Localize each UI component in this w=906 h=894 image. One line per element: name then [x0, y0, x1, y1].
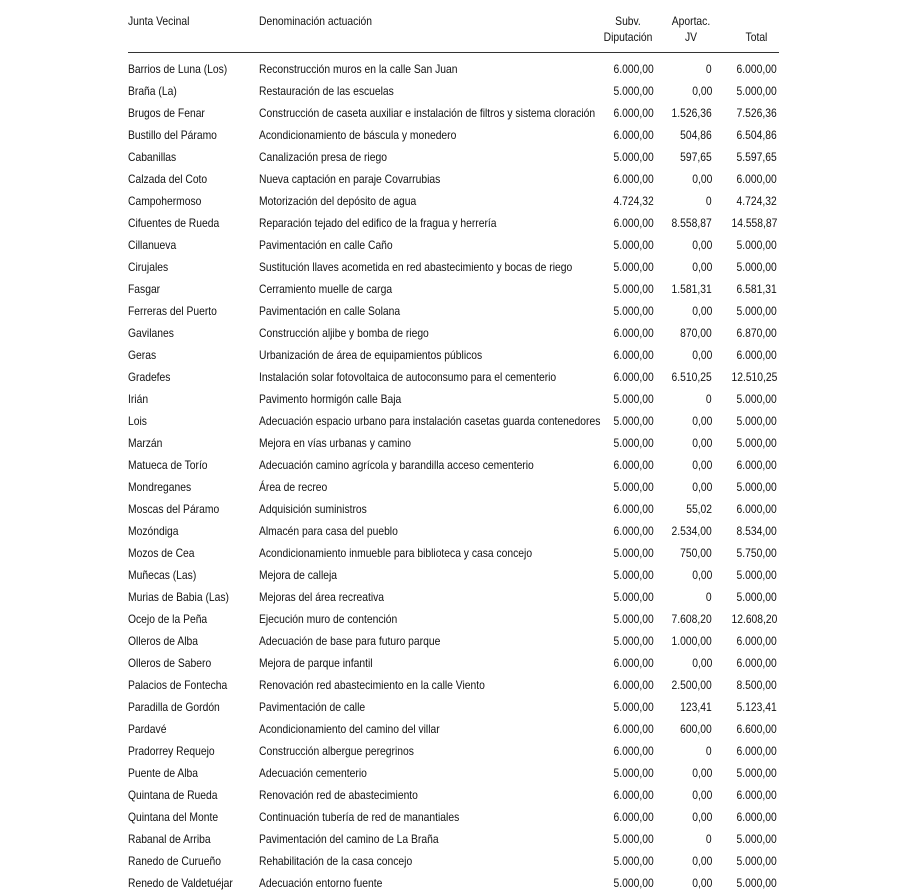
table-row: [0, 586, 906, 608]
cell-junta-vecinal: Mozóndiga: [128, 524, 179, 538]
cell-aportacion: 0,00: [691, 568, 712, 582]
cell-total: 6.504,86: [736, 128, 777, 142]
table-body: [0, 58, 906, 894]
cell-subvencion: 5.000,00: [613, 392, 654, 406]
cell-total: 6.000,00: [736, 502, 777, 516]
cell-subvencion: 6.000,00: [613, 128, 654, 142]
cell-aportacion: 0,00: [691, 304, 712, 318]
cell-subvencion: 4.724,32: [613, 194, 654, 208]
cell-denominacion: Pavimentación de calle: [259, 700, 366, 714]
cell-aportacion: 750,00: [680, 546, 712, 560]
cell-subvencion: 6.000,00: [613, 172, 654, 186]
cell-total: 14.558,87: [731, 216, 777, 230]
cell-denominacion: Adecuación camino agrícola y barandilla acceso cementerio: [259, 458, 534, 472]
cell-total: 5.000,00: [736, 832, 777, 846]
cell-total: 5.000,00: [736, 260, 777, 274]
cell-subvencion: 5.000,00: [613, 766, 654, 780]
table-row: [0, 476, 906, 498]
cell-total: 6.000,00: [736, 348, 777, 362]
cell-total: 5.000,00: [736, 854, 777, 868]
cell-total: 6.000,00: [736, 634, 777, 648]
cell-aportacion: 1.581,31: [671, 282, 712, 296]
cell-denominacion: Acondicionamiento de báscula y monedero: [259, 128, 457, 142]
cell-junta-vecinal: Ferreras del Puerto: [128, 304, 217, 318]
table-header: [0, 0, 906, 54]
header-denominacion: Denominación actuación: [259, 14, 373, 28]
cell-total: 5.000,00: [736, 436, 777, 450]
cell-subvencion: 6.000,00: [613, 722, 654, 736]
cell-subvencion: 5.000,00: [613, 436, 654, 450]
cell-denominacion: Pavimentación en calle Caño: [259, 238, 393, 252]
table-row: [0, 740, 906, 762]
cell-total: 8.500,00: [736, 678, 777, 692]
cell-denominacion: Renovación red abastecimiento en la calle Viento: [259, 678, 485, 692]
cell-denominacion: Mejoras del área recreativa: [259, 590, 385, 604]
table-row: [0, 234, 906, 256]
cell-denominacion: Adquisición suministros: [259, 502, 367, 516]
cell-subvencion: 5.000,00: [613, 590, 654, 604]
cell-total: 5.000,00: [736, 392, 777, 406]
cell-aportacion: 0: [706, 62, 712, 76]
cell-subvencion: 5.000,00: [613, 84, 654, 98]
cell-aportacion: 123,41: [680, 700, 712, 714]
table-row: [0, 696, 906, 718]
cell-total: 5.000,00: [736, 304, 777, 318]
cell-subvencion: 5.000,00: [613, 854, 654, 868]
cell-total: 6.870,00: [736, 326, 777, 340]
cell-subvencion: 6.000,00: [613, 62, 654, 76]
cell-total: 5.000,00: [736, 480, 777, 494]
header-aportac-line1: Aportac.: [671, 14, 711, 28]
cell-junta-vecinal: Murias de Babia (Las): [128, 590, 229, 604]
table-row: [0, 190, 906, 212]
cell-denominacion: Construcción de caseta auxiliar e instalación de filtros y sistema cloración: [259, 106, 596, 120]
cell-denominacion: Mejora de calleja: [259, 568, 338, 582]
cell-aportacion: 1.000,00: [671, 634, 712, 648]
cell-aportacion: 1.526,36: [671, 106, 712, 120]
cell-denominacion: Pavimento hormigón calle Baja: [259, 392, 402, 406]
cell-denominacion: Área de recreo: [259, 480, 328, 494]
cell-junta-vecinal: Braña (La): [128, 84, 177, 98]
cell-denominacion: Reparación tejado del edifico de la fragua y herrería: [259, 216, 497, 230]
cell-aportacion: 0: [706, 194, 712, 208]
table-row: [0, 344, 906, 366]
header-aportac-line2: JV: [684, 30, 698, 44]
cell-aportacion: 0,00: [691, 414, 712, 428]
table-row: [0, 828, 906, 850]
table-row: [0, 146, 906, 168]
cell-junta-vecinal: Rabanal de Arriba: [128, 832, 211, 846]
cell-junta-vecinal: Gradefes: [128, 370, 171, 384]
cell-junta-vecinal: Paradilla de Gordón: [128, 700, 220, 714]
table-row: [0, 124, 906, 146]
cell-denominacion: Urbanización de área de equipamientos públicos: [259, 348, 483, 362]
cell-aportacion: 0,00: [691, 656, 712, 670]
cell-junta-vecinal: Mozos de Cea: [128, 546, 195, 560]
cell-subvencion: 5.000,00: [613, 568, 654, 582]
cell-junta-vecinal: Irián: [128, 392, 149, 406]
cell-subvencion: 5.000,00: [613, 876, 654, 890]
cell-total: 6.000,00: [736, 810, 777, 824]
cell-junta-vecinal: Gavilanes: [128, 326, 174, 340]
cell-subvencion: 5.000,00: [613, 700, 654, 714]
cell-total: 5.000,00: [736, 876, 777, 890]
header-total: Total: [745, 30, 767, 44]
cell-denominacion: Restauración de las escuelas: [259, 84, 394, 98]
cell-denominacion: Motorización del depósito de agua: [259, 194, 417, 208]
cell-aportacion: 870,00: [680, 326, 712, 340]
cell-denominacion: Almacén para casa del pueblo: [259, 524, 398, 538]
cell-junta-vecinal: Calzada del Coto: [128, 172, 208, 186]
table-row: [0, 212, 906, 234]
cell-total: 6.000,00: [736, 656, 777, 670]
cell-aportacion: 504,86: [680, 128, 712, 142]
cell-junta-vecinal: Cirujales: [128, 260, 169, 274]
cell-aportacion: 6.510,25: [671, 370, 712, 384]
header-subv-line2: Diputación: [603, 30, 653, 44]
cell-junta-vecinal: Muñecas (Las): [128, 568, 197, 582]
cell-junta-vecinal: Mondreganes: [128, 480, 192, 494]
cell-junta-vecinal: Pardavé: [128, 722, 167, 736]
cell-aportacion: 2.500,00: [671, 678, 712, 692]
cell-subvencion: 6.000,00: [613, 348, 654, 362]
cell-denominacion: Construcción aljibe y bomba de riego: [259, 326, 429, 340]
cell-total: 6.000,00: [736, 788, 777, 802]
cell-total: 4.724,32: [736, 194, 777, 208]
cell-denominacion: Sustitución llaves acometida en red abastecimiento y bocas de riego: [259, 260, 573, 274]
cell-junta-vecinal: Quintana de Rueda: [128, 788, 218, 802]
cell-junta-vecinal: Palacios de Fontecha: [128, 678, 228, 692]
cell-aportacion: 0,00: [691, 436, 712, 450]
cell-total: 5.000,00: [736, 766, 777, 780]
cell-denominacion: Rehabilitación de la casa concejo: [259, 854, 413, 868]
cell-junta-vecinal: Bustillo del Páramo: [128, 128, 217, 142]
cell-aportacion: 7.608,20: [671, 612, 712, 626]
cell-junta-vecinal: Puente de Alba: [128, 766, 199, 780]
cell-junta-vecinal: Marzán: [128, 436, 163, 450]
cell-junta-vecinal: Moscas del Páramo: [128, 502, 220, 516]
cell-subvencion: 6.000,00: [613, 788, 654, 802]
cell-junta-vecinal: Ocejo de la Peña: [128, 612, 208, 626]
cell-total: 5.123,41: [736, 700, 777, 714]
table-row: [0, 762, 906, 784]
cell-subvencion: 6.000,00: [613, 502, 654, 516]
table-row: [0, 80, 906, 102]
cell-subvencion: 5.000,00: [613, 414, 654, 428]
table-row: [0, 872, 906, 894]
table-row: [0, 784, 906, 806]
cell-subvencion: 5.000,00: [613, 480, 654, 494]
cell-denominacion: Adecuación espacio urbano para instalación casetas guarda contenedores: [259, 414, 601, 428]
cell-subvencion: 6.000,00: [613, 458, 654, 472]
cell-subvencion: 5.000,00: [613, 634, 654, 648]
cell-denominacion: Construcción albergue peregrinos: [259, 744, 414, 758]
cell-junta-vecinal: Cifuentes de Rueda: [128, 216, 220, 230]
cell-junta-vecinal: Pradorrey Requejo: [128, 744, 215, 758]
cell-aportacion: 0,00: [691, 458, 712, 472]
cell-subvencion: 6.000,00: [613, 524, 654, 538]
table-row: [0, 564, 906, 586]
cell-total: 5.597,65: [736, 150, 777, 164]
cell-total: 8.534,00: [736, 524, 777, 538]
table-row: [0, 432, 906, 454]
table-row: [0, 388, 906, 410]
cell-aportacion: 600,00: [680, 722, 712, 736]
cell-junta-vecinal: Campohermoso: [128, 194, 202, 208]
cell-denominacion: Mejora de parque infantil: [259, 656, 373, 670]
cell-denominacion: Acondicionamiento del camino del villar: [259, 722, 440, 736]
cell-subvencion: 6.000,00: [613, 216, 654, 230]
cell-subvencion: 6.000,00: [613, 656, 654, 670]
table-row: [0, 300, 906, 322]
cell-denominacion: Cerramiento muelle de carga: [259, 282, 393, 296]
table-row: [0, 542, 906, 564]
cell-subvencion: 6.000,00: [613, 678, 654, 692]
cell-subvencion: 6.000,00: [613, 744, 654, 758]
cell-aportacion: 0,00: [691, 876, 712, 890]
cell-junta-vecinal: Olleros de Sabero: [128, 656, 212, 670]
cell-total: 6.000,00: [736, 172, 777, 186]
cell-denominacion: Ejecución muro de contención: [259, 612, 398, 626]
table-row: [0, 806, 906, 828]
cell-total: 6.581,31: [736, 282, 777, 296]
cell-subvencion: 6.000,00: [613, 326, 654, 340]
table-row: [0, 520, 906, 542]
table-row: [0, 168, 906, 190]
cell-total: 6.600,00: [736, 722, 777, 736]
cell-subvencion: 5.000,00: [613, 546, 654, 560]
table-row: [0, 102, 906, 124]
cell-denominacion: Reconstrucción muros en la calle San Juan: [259, 62, 458, 76]
cell-aportacion: 0: [706, 832, 712, 846]
cell-aportacion: 2.534,00: [671, 524, 712, 538]
cell-subvencion: 5.000,00: [613, 238, 654, 252]
cell-aportacion: 0,00: [691, 810, 712, 824]
cell-total: 12.608,20: [731, 612, 777, 626]
cell-total: 5.000,00: [736, 590, 777, 604]
cell-aportacion: 0,00: [691, 766, 712, 780]
table-row: [0, 608, 906, 630]
cell-total: 6.000,00: [736, 62, 777, 76]
cell-aportacion: 8.558,87: [671, 216, 712, 230]
cell-junta-vecinal: Cillanueva: [128, 238, 177, 252]
cell-junta-vecinal: Barrios de Luna (Los): [128, 62, 228, 76]
cell-total: 7.526,36: [736, 106, 777, 120]
cell-aportacion: 0: [706, 590, 712, 604]
table-row: [0, 850, 906, 872]
cell-subvencion: 6.000,00: [613, 106, 654, 120]
cell-total: 6.000,00: [736, 744, 777, 758]
table-row: [0, 454, 906, 476]
table-row: [0, 674, 906, 696]
cell-denominacion: Mejora en vías urbanas y camino: [259, 436, 412, 450]
cell-denominacion: Pavimentación en calle Solana: [259, 304, 401, 318]
cell-aportacion: 0,00: [691, 348, 712, 362]
cell-denominacion: Adecuación cementerio: [259, 766, 367, 780]
cell-subvencion: 5.000,00: [613, 304, 654, 318]
cell-junta-vecinal: Quintana del Monte: [128, 810, 219, 824]
cell-subvencion: 5.000,00: [613, 260, 654, 274]
cell-denominacion: Adecuación de base para futuro parque: [259, 634, 441, 648]
cell-junta-vecinal: Cabanillas: [128, 150, 177, 164]
cell-total: 5.000,00: [736, 568, 777, 582]
cell-aportacion: 597,65: [680, 150, 712, 164]
cell-aportacion: 0,00: [691, 854, 712, 868]
cell-subvencion: 6.000,00: [613, 370, 654, 384]
cell-denominacion: Adecuación entorno fuente: [259, 876, 383, 890]
table-row: [0, 630, 906, 652]
cell-junta-vecinal: Olleros de Alba: [128, 634, 198, 648]
cell-junta-vecinal: Renedo de Valdetuéjar: [128, 876, 233, 890]
cell-aportacion: 0,00: [691, 480, 712, 494]
cell-total: 12.510,25: [731, 370, 777, 384]
cell-subvencion: 5.000,00: [613, 612, 654, 626]
cell-subvencion: 5.000,00: [613, 832, 654, 846]
header-subv-line1: Subv.: [615, 14, 641, 28]
table-row: [0, 322, 906, 344]
cell-denominacion: Nueva captación en paraje Covarrubias: [259, 172, 441, 186]
cell-junta-vecinal: Lois: [128, 414, 147, 428]
cell-total: 5.000,00: [736, 84, 777, 98]
cell-total: 5.000,00: [736, 414, 777, 428]
cell-aportacion: 0,00: [691, 238, 712, 252]
header-junta-vecinal: Junta Vecinal: [128, 14, 190, 28]
cell-junta-vecinal: Fasgar: [128, 282, 161, 296]
table-row: [0, 410, 906, 432]
cell-denominacion: Continuación tubería de red de manantiales: [259, 810, 460, 824]
table-row: [0, 278, 906, 300]
table-row: [0, 718, 906, 740]
table-row: [0, 498, 906, 520]
cell-aportacion: 0,00: [691, 788, 712, 802]
cell-junta-vecinal: Ranedo de Curueño: [128, 854, 221, 868]
cell-aportacion: 0: [706, 392, 712, 406]
cell-total: 6.000,00: [736, 458, 777, 472]
cell-total: 5.000,00: [736, 238, 777, 252]
table-row: [0, 652, 906, 674]
cell-junta-vecinal: Matueca de Torío: [128, 458, 208, 472]
table-row: [0, 256, 906, 278]
cell-subvencion: 6.000,00: [613, 810, 654, 824]
header-rule: [128, 52, 779, 53]
cell-aportacion: 0,00: [691, 84, 712, 98]
table-row: [0, 58, 906, 80]
cell-subvencion: 5.000,00: [613, 150, 654, 164]
cell-aportacion: 0,00: [691, 172, 712, 186]
cell-denominacion: Renovación red de abastecimiento: [259, 788, 418, 802]
cell-subvencion: 5.000,00: [613, 282, 654, 296]
cell-denominacion: Pavimentación del camino de La Braña: [259, 832, 439, 846]
cell-denominacion: Instalación solar fotovoltaica de autoconsumo para el cementerio: [259, 370, 557, 384]
cell-aportacion: 55,02: [686, 502, 712, 516]
cell-total: 5.750,00: [736, 546, 777, 560]
cell-denominacion: Canalización presa de riego: [259, 150, 387, 164]
cell-denominacion: Acondicionamiento inmueble para biblioteca y casa concejo: [259, 546, 533, 560]
cell-junta-vecinal: Geras: [128, 348, 157, 362]
cell-aportacion: 0: [706, 744, 712, 758]
cell-aportacion: 0,00: [691, 260, 712, 274]
table-row: [0, 366, 906, 388]
cell-junta-vecinal: Brugos de Fenar: [128, 106, 205, 120]
